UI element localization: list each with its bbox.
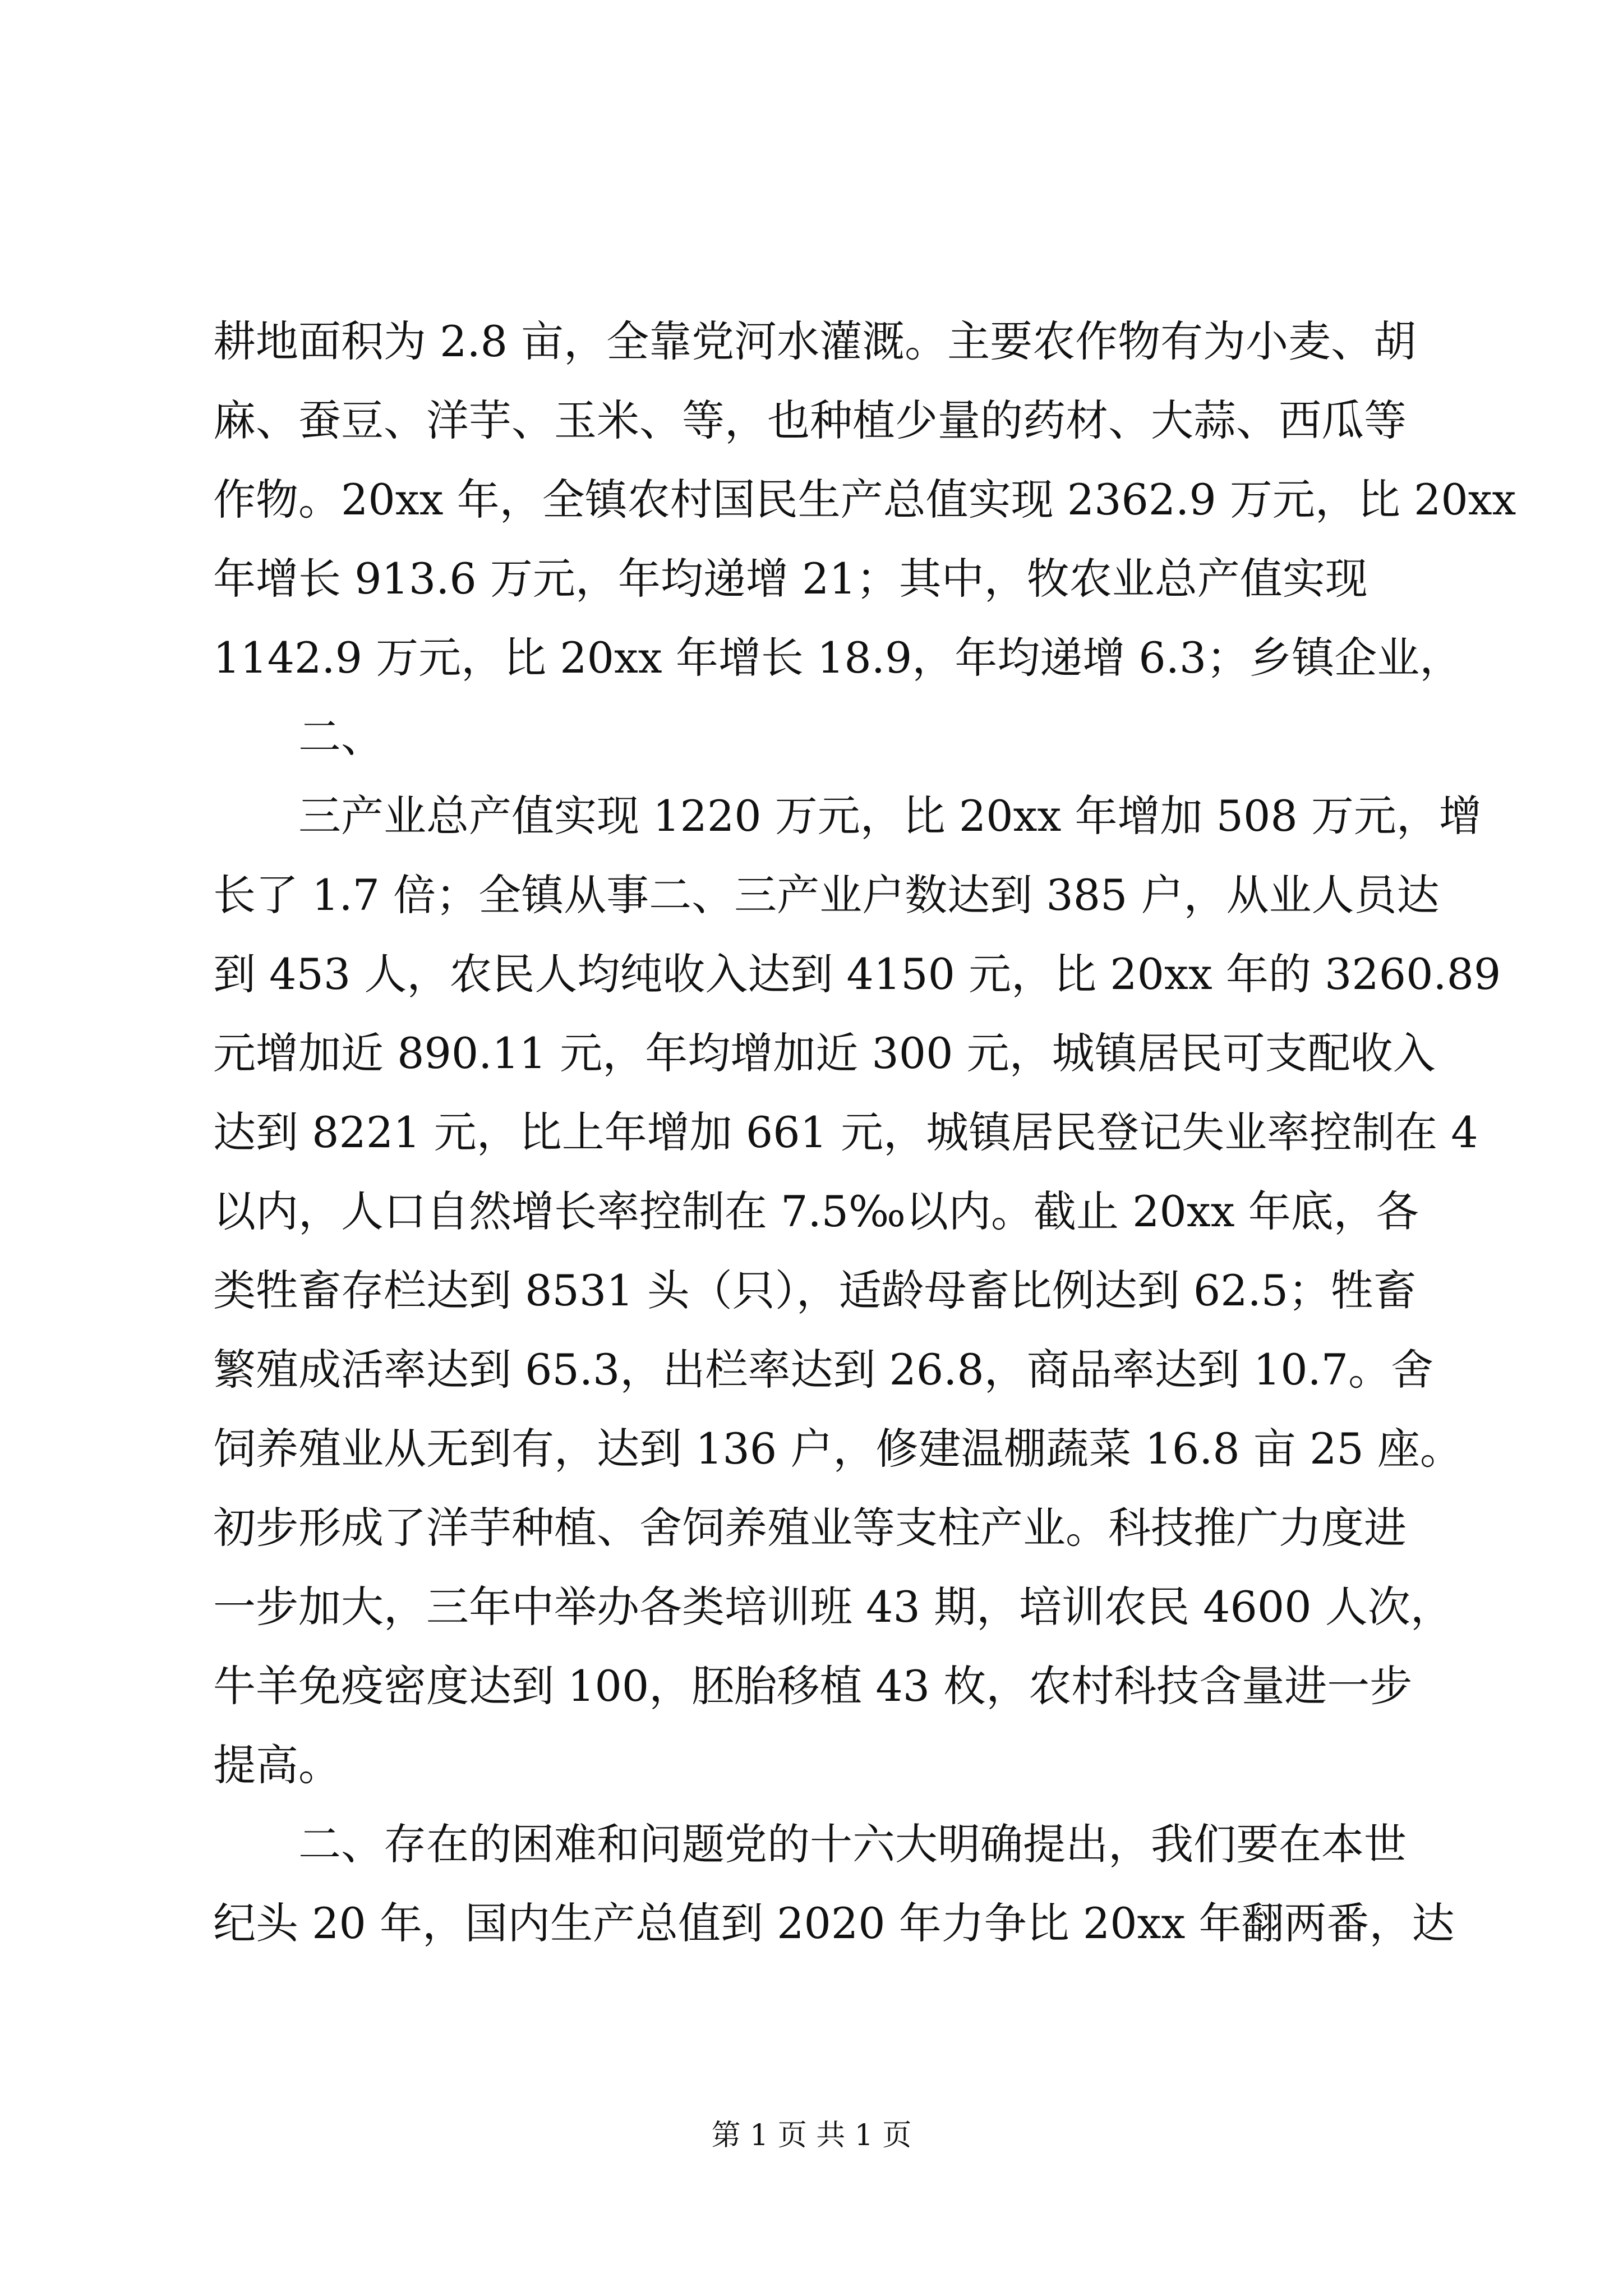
text-line: 类牲畜存栏达到 8531 头（只），适龄母畜比例达到 62.5；牲畜 [213,1266,1417,1315]
text-line: 长了 1.7 倍；全镇从事二、三产业户数达到 385 户，从业人员达 [213,870,1440,920]
text-line: 提高。 [213,1740,341,1790]
page-footer: 第 1 页 共 1 页 [711,2119,912,2152]
text-line: 繁殖成活率达到 65.3，出栏率达到 26.8，商品率达到 10.7。舍 [213,1345,1434,1395]
text-line: 耕地面积为 2.8 亩，全靠党河水灌溉。主要农作物有为小麦、胡 [213,316,1417,366]
text-line: 牛羊免疫密度达到 100，胚胎移植 43 枚，农村科技含量进一步 [213,1661,1413,1711]
text-line: 以内，人口自然增长率控制在 7.5‰以内。截止 20xx 年底，各 [213,1186,1419,1236]
text-line: 初步形成了洋芋种植、舍饲养殖业等支柱产业。科技推广力度进 [213,1503,1407,1553]
text-line: 元增加近 890.11 元，年均增加近 300 元，城镇居民可支配收入 [213,1028,1436,1078]
text-line: 到 453 人，农民人均纯收入达到 4150 元，比 20xx 年的 3260.89 [213,949,1501,999]
text-line: 三产业总产值实现 1220 万元，比 20xx 年增加 508 万元，增 [298,791,1482,841]
text-line: 作物。20xx 年，全镇农村国民生产总值实现 2362.9 万元，比 20xx [213,475,1516,524]
text-line: 饲养殖业从无到有，达到 136 户，修建温棚蔬菜 16.8 亩 25 座。 [213,1424,1463,1474]
text-line: 纪头 20 年，国内生产总值到 2020 年力争比 20xx 年翻两番，达 [213,1898,1455,1948]
text-line: 年增长 913.6 万元，年均递增 21；其中，牧农业总产值实现 [213,554,1368,604]
text-line: 二、存在的困难和问题党的十六大明确提出，我们要在本世 [298,1819,1407,1869]
text-line: 达到 8221 元，比上年增加 661 元，城镇居民登记失业率控制在 4 [213,1107,1478,1157]
text-line: 麻、蚕豆、洋芋、玉米、等，也种植少量的药材、大蒜、西瓜等 [213,395,1407,445]
text-line: 一步加大，三年中举办各类培训班 43 期，培训农民 4600 人次， [213,1582,1453,1632]
section-heading: 二、 [298,712,384,762]
text-line: 1142.9 万元，比 20xx 年增长 18.9，年均递增 6.3；乡镇企业， [213,633,1463,683]
